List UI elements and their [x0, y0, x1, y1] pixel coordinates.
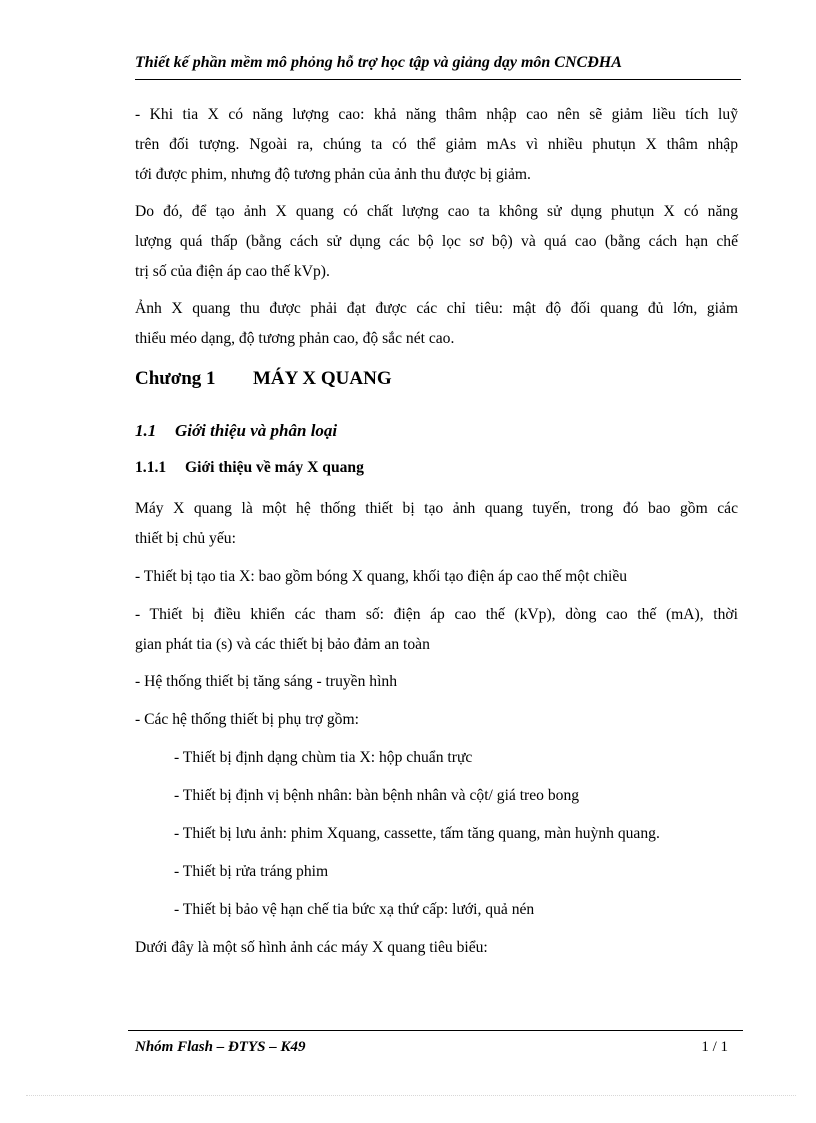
- paragraph-xray-system: [135, 494, 738, 554]
- page-bottom-edge: [26, 1095, 796, 1096]
- paragraph-line: gian phát tia (s) và các thiết bị bảo đảm an toàn: [135, 636, 430, 653]
- sub-list-item: - Thiết bị lưu ảnh: phim Xquang, cassette, tấm tăng quang, màn huỳnh quang.: [174, 825, 660, 842]
- list-item-intensifier: - Hệ thống thiết bị tăng sáng - truyền hình: [135, 673, 398, 690]
- paragraph-line: thiết bị chủ yếu:: [135, 530, 236, 547]
- list-item-auxiliary: - Các hệ thống thiết bị phụ trợ gồm:: [135, 711, 359, 728]
- paragraph-line: - Thiết bị điều khiển các tham số: điện áp cao thế (kVp), dòng cao thế (mA), thời: [135, 606, 738, 623]
- sub-list-item: - Thiết bị định vị bệnh nhân: bàn bệnh nhân và cột/ giá treo bong: [174, 787, 580, 804]
- paragraph-line: - Khi tia X có năng lượng cao: khả năng thâm nhập cao nên sẽ giảm liều tích luỹ: [135, 106, 738, 123]
- paragraph-image-quality: [135, 197, 738, 287]
- paragraph-line: Do đó, để tạo ảnh X quang có chất lượng cao ta không sử dụng phutụn X có năng: [135, 203, 738, 220]
- section-heading: [135, 421, 337, 441]
- subsection-title: Giới thiệu về máy X quang: [185, 459, 364, 476]
- paragraph-line: trị số của điện áp cao thế kVp).: [135, 263, 330, 280]
- paragraph-line: lượng quá thấp (bằng cách sử dụng các bộ lọc sơ bộ) và quá cao (bằng cách hạn chế: [135, 233, 738, 250]
- chapter-number: Chương 1: [135, 368, 216, 389]
- chapter-title: MÁY X QUANG: [253, 368, 392, 389]
- list-item-xray-generator: - Thiết bị tạo tia X: bao gồm bóng X quang, khối tạo điện áp cao thế một chiều: [135, 568, 628, 585]
- paragraph-line: trên đối tượng. Ngoài ra, chúng ta có thể giảm mAs vì nhiều phutụn X thâm nhập: [135, 136, 738, 153]
- paragraph-line: Ảnh X quang thu được phải đạt được các chỉ tiêu: mật độ đối quang đủ lớn, giảm: [135, 300, 738, 317]
- sub-list-item: - Thiết bị rửa tráng phim: [174, 863, 329, 880]
- subsection-number: 1.1.1: [135, 459, 167, 476]
- paragraph-line: tới được phim, nhưng độ tương phản của ảnh thu được bị giảm.: [135, 166, 531, 183]
- paragraph-line: thiểu méo dạng, độ tương phản cao, độ sắc nét cao.: [135, 330, 455, 347]
- page-header-title: Thiết kế phần mềm mô phỏng hỗ trợ học tập và giảng dạy môn CNCĐHA: [135, 54, 622, 71]
- chapter-heading: [135, 368, 392, 390]
- section-number: 1.1: [135, 421, 157, 440]
- paragraph-criteria: [135, 294, 738, 354]
- header-divider: [135, 79, 741, 80]
- subsection-heading: [135, 459, 364, 477]
- footer-group-name: Nhóm Flash – ĐTYS – K49: [135, 1039, 306, 1055]
- page-number: 1 / 1: [701, 1039, 728, 1055]
- paragraph-high-energy-xray: [135, 100, 738, 190]
- sub-list-item: - Thiết bị bảo vệ hạn chế tia bức xạ thứ cấp: lưới, quả nén: [174, 901, 535, 918]
- footer-divider: [128, 1030, 743, 1031]
- sub-list-item: - Thiết bị định dạng chùm tia X: hộp chuẩn trực: [174, 749, 473, 766]
- closing-sentence: Dưới đây là một số hình ảnh các máy X quang tiêu biểu:: [135, 939, 488, 956]
- section-title: Giới thiệu và phân loại: [175, 421, 338, 440]
- paragraph-line: Máy X quang là một hệ thống thiết bị tạo ảnh quang tuyến, trong đó bao gồm các: [135, 500, 738, 517]
- list-item-control-params: [135, 600, 738, 660]
